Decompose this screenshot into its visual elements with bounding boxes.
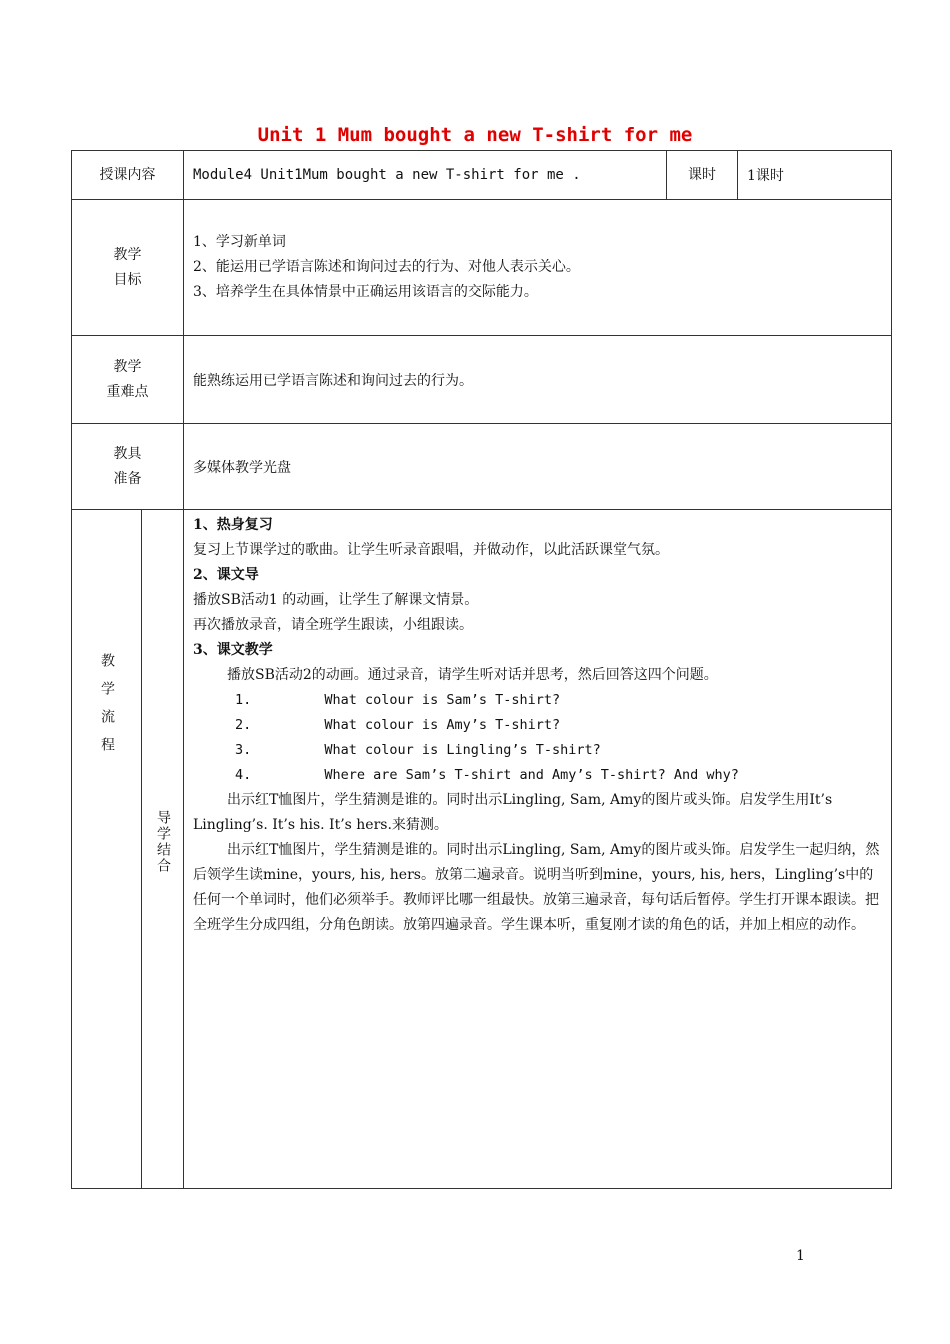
question-item: 1. What colour is Sam’s T-shirt? [235, 692, 561, 708]
paragraph: 出示红T恤图片，学生猜测是谁的。同时出示Lingling, Sam, Amy的图片或头饰。启发学生用It’s Lingling’s. It’s his. It’s hers.来猜测。 [193, 792, 833, 833]
question-item: 4. Where are Sam’s T-shirt and Amy’s T-shirt? And why? [235, 767, 739, 783]
process-content [184, 510, 892, 1189]
key-points-row [72, 336, 892, 424]
paragraph: 播放SB活动2的动画。通过录音，请学生听对话并思考，然后回答这四个问题。 [227, 667, 718, 683]
goal-item: 2、能运用已学语言陈述和询问过去的行为、对他人表示关心。 [193, 259, 580, 275]
goal-item: 3、培养学生在具体情景中正确运用该语言的交际能力。 [193, 284, 538, 300]
goals-label: 教学 目标 [72, 200, 184, 336]
key-points-label: 教学 重难点 [72, 336, 184, 424]
paragraph: 再次播放录音，请全班学生跟读，小组跟读。 [193, 617, 473, 633]
hours-value: 1课时 [738, 151, 892, 200]
process-row [72, 510, 892, 1189]
process-label: 教学流程 [72, 510, 142, 1189]
process-sub-label: 导学结合 [142, 510, 184, 1189]
paragraph: 出示红T恤图片，学生猜测是谁的。同时出示Lingling, Sam, Amy的图片或头饰。启发学生一起归纳，然后领学生读mine，yours, his, hers。放第二遍录音。说明当听到mine，yours, his, hers，Lingling’s中的任何一个单词时，他们必须举手。教师评比哪一组最快。放第三遍录音，每句话后暂停。学生打开课本跟读。把全班学生分成四组，分角色朗读。放第四遍录音。学生课本听，重复刚才读的角色的话，并加上相应的动作。 [193, 842, 880, 933]
tools-row [72, 424, 892, 510]
content-row [72, 151, 892, 200]
paragraph: 播放SB活动1 的动画，让学生了解课文情景。 [193, 592, 479, 608]
paragraph: 复习上节课学过的歌曲。让学生听录音跟唱，并做动作，以此活跃课堂气氛。 [193, 542, 669, 558]
page-title: Unit 1 Mum bought a new T-shirt for me [257, 124, 693, 146]
section-heading: 3、课文教学 [193, 642, 273, 658]
key-points-value: 能熟练运用已学语言陈述和询问过去的行为。 [184, 336, 892, 424]
question-item: 3. What colour is Lingling’s T-shirt? [235, 742, 601, 758]
goals-row [72, 200, 892, 336]
question-item: 2. What colour is Amy’s T-shirt? [235, 717, 561, 733]
tools-value: 多媒体教学光盘 [184, 424, 892, 510]
hours-label: 课时 [667, 151, 738, 200]
content-value: Module4 Unit1Mum bought a new T-shirt for me . [184, 151, 667, 200]
section-heading: 2、课文导 [193, 567, 259, 583]
lesson-plan-table [71, 150, 892, 1189]
tools-label: 教具 准备 [72, 424, 184, 510]
goal-item: 1、学习新单词 [193, 234, 286, 250]
section-heading: 1、热身复习 [193, 517, 273, 533]
goals-list [184, 200, 892, 336]
page-number: 1 [796, 1248, 805, 1264]
content-label: 授课内容 [72, 151, 184, 200]
